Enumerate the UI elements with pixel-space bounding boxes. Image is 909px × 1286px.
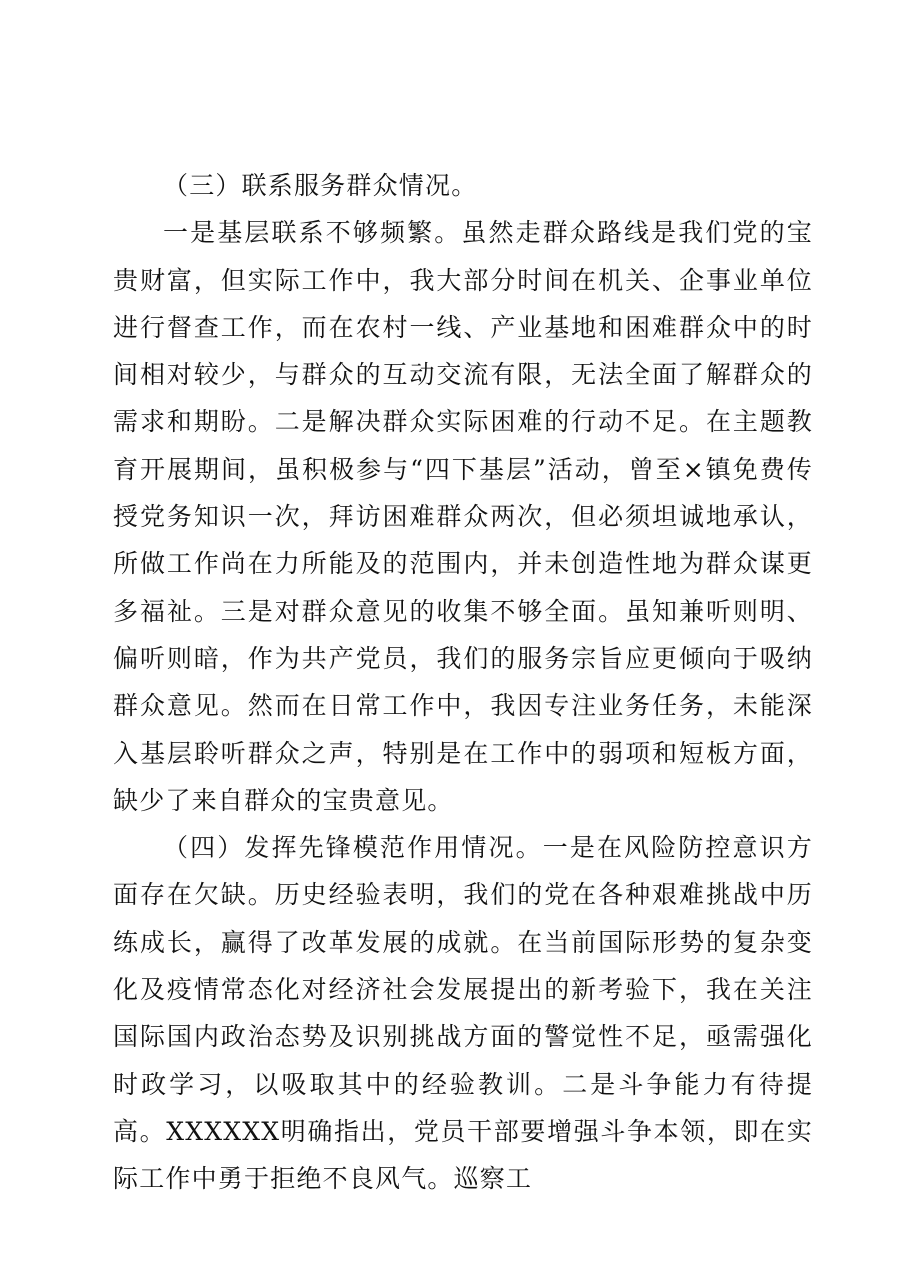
section-3-paragraph: 一是基层联系不够频繁。虽然走群众路线是我们党的宝贵财富，但实际工作中，我大部分时间在机关、企事业单位进行督查工作，而在农村一线、产业基地和困难群众中的时间相对较少，与群众的互动交流有限，无法全面了解群众的需求和期盼。二是解决群众实际困难的行动不足。在主题教育开展期间，虽积极参与“四下基层”活动，曾至×镇免费传授党务知识一次，拜访困难群众两次，但必须坦诚地承认，所做工作尚在力所能及的范围内，并未创造性地为群众谋更多福祉。三是对群众意见的收集不够全面。虽知兼听则明、偏听则暗，作为共产党员，我们的服务宗旨应更倾向于吸纳群众意见。然而在日常工作中，我因专注业务任务，未能深入基层聆听群众之声，特别是在工作中的弱项和短板方面，缺少了来自群众的宝贵意见。 <box>113 218 813 815</box>
section-4-paragraph: （四）发挥先锋模范作用情况。一是在风险防控意识方面存在欠缺。历史经验表明，我们的党在各种艰难挑战中历练成长，赢得了改革发展的成就。在当前国际形势的复杂变化及疫情常态化对经济社会发展提出的新考验下，我在关注国际国内政治态势及识别挑战方面的警觉性不足，亟需强化时政学习，以吸取其中的经验教训。二是斗争能力有待提高。XXXXXX明确指出，党员干部要增强斗争本领，即在实际工作中勇于拒绝不良风气。巡察工 <box>113 833 813 1194</box>
section-3-heading: （三）联系服务群众情况。 <box>163 171 478 200</box>
document-body <box>113 162 813 1203</box>
